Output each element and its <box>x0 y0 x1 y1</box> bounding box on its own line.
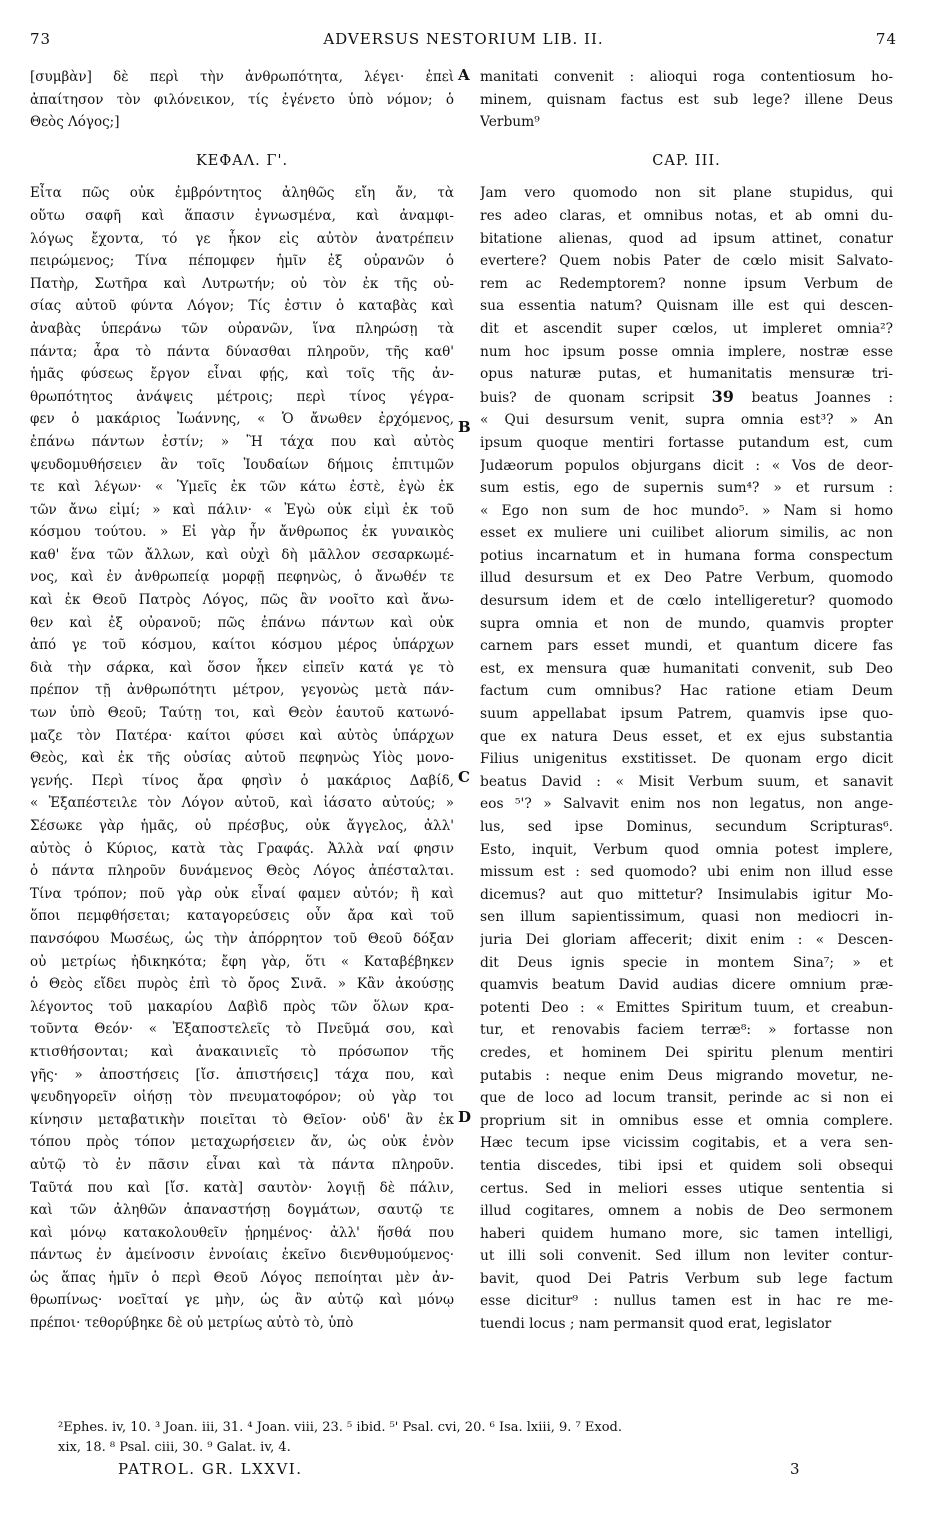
latin-text-line: credes, et hominem Dei spiritu plenum mentiri <box>480 1044 893 1061</box>
latin-text-line: supra omnia et non de mundo, quamvis propter <box>480 615 893 632</box>
greek-text-line: πρέποι· τεθορύβηκε δὲ οὐ μετρίως αὐτὸ τὸ, ὑπὸ <box>30 1315 354 1332</box>
greek-text-line: τε καὶ λέγων· « Ὑμεῖς ἐκ τῶν κάτω ἐστὲ, ἐγὼ ἐκ <box>30 479 454 496</box>
footer-series: PATROL. GR. LXXVI. <box>118 1460 303 1478</box>
greek-text-line: ψευδομυθήσειεν ἂν τοῖς Ἰουδαίων δήμοις ἐπιτιμῶν <box>30 456 454 473</box>
latin-text-line: missum est : sed quomodo? ubi enim non illud esse <box>480 864 893 881</box>
latin-chapter-heading: CAP. III. <box>652 152 721 169</box>
greek-text-line: πάντα; ἆρα τὸ πάντα δύνασθαι πληροῦν, τῆς καθ' <box>30 343 454 360</box>
latin-column <box>480 66 893 1336</box>
latin-text-line: rem ac Redemptorem? nonne ipsum Verbum de <box>480 275 893 292</box>
latin-text-line: sua essentia natum? Quisnam ille est qui descen- <box>480 298 893 315</box>
latin-text-line: Jam vero quomodo non sit plane stupidus, qui <box>480 185 893 202</box>
latin-text-line: quamvis beatum David audias dicere omnium præ- <box>480 977 893 994</box>
greek-text-line: γῆς· » ἀποστήσεις [ἴσ. ἀπιστήσεις] τάχα που, καὶ <box>30 1066 454 1083</box>
latin-text-line: desursum idem et de cœlo intelligeretur? quomodo <box>480 593 893 610</box>
latin-text-line: dit Deus ignis specie in montem Sina⁷; » et <box>480 954 893 971</box>
latin-intro-line: manitati convenit : alioqui roga contentiosum ho- <box>480 69 893 85</box>
latin-text-line: buis? de quonam scripsit 39 beatus Joannes : <box>480 386 893 406</box>
latin-text-line: sum estis, ego de supernis sum⁴? » et rursum : <box>480 480 893 497</box>
latin-text-line: proprium sit in omnibus esse et omnia complere. <box>480 1112 893 1129</box>
greek-text-line: θεν καὶ ἐξ οὐρανοῦ; πῶς ἐπάνω πάντων καὶ οὐκ <box>30 614 454 631</box>
footnote-line: xix, 18. ⁸ Psal. ciii, 30. ⁹ Galat. iv, 4. <box>58 1440 291 1455</box>
latin-body <box>480 182 893 1335</box>
greek-text-line: τῶν ἄνω εἰμί; » καὶ πάλιν· « Ἐγὼ οὐκ εἰμὶ ἐκ τοῦ <box>30 501 454 518</box>
greek-text-line: φεν ὁ μακάριος Ἰωάννης, « Ὁ ἄνωθεν ἐρχόμενος, <box>30 411 454 428</box>
latin-text-line: tentia discedes, tibi ipsi et quidem soli obsequi <box>480 1157 893 1174</box>
running-header <box>30 30 897 56</box>
greek-text-line: θρωπότητος ἀνάψεις μέτροις; περὶ τίνος γέγρα- <box>30 388 454 405</box>
greek-text-line: οὐ μετρίως ἠδικηκότα; ἔφη γὰρ, ὅτι « Καταβέβηκεν <box>30 953 454 970</box>
latin-text-line: Hæc tecum ipse vicissim cogitabis, et a vera sen- <box>480 1135 893 1152</box>
latin-text-line: potius incarnatum et in humana forma conspectum <box>480 547 893 564</box>
latin-text-line: beatus David : « Misit Verbum suum, et sanavit <box>480 773 893 790</box>
signature-mark: 3 <box>789 1460 801 1478</box>
greek-text-line: καὶ ἐκ Θεοῦ Πατρὸς Λόγος, πῶς ἂν νοοῖτο καὶ ἄνω- <box>30 592 454 609</box>
latin-text-line: dit et ascendit super cœlos, ut impleret omnia²? <box>480 320 893 337</box>
greek-text-line: αὐτὸς ὁ Κύριος, κατὰ τὰς Γραφάς. Ἀλλὰ ναί φησιν <box>30 840 454 857</box>
latin-text-line: que ex natura Deus esset, et ex ejus substantia <box>480 728 893 745</box>
latin-text-line: carnem pars esset mundi, et quantum dicere fas <box>480 638 893 655</box>
greek-text-line: λέγοντος τοῦ μακαρίου Δαβὶδ πρὸς τῶν ὅλων κρα- <box>30 998 454 1015</box>
greek-text-line: πειρώμενος; Τίνα πέπομφεν ἡμῖν ἐξ οὐρανῶν ὁ <box>30 253 454 270</box>
greek-text-line: Τίνα τρόπον; ποῦ γὰρ οὐκ εἶναί φαμεν αὐτόν; ἢ καὶ <box>30 885 454 902</box>
latin-text-line: ut illi soli convenit. Sed illum non leviter contur- <box>480 1248 893 1265</box>
greek-text-line: γενής. Περὶ τίνος ἄρα φησὶν ὁ μακάριος Δαβίδ, <box>30 772 454 789</box>
latin-text-line: putabis : neque enim Deus migrando movetur, ne- <box>480 1067 893 1084</box>
latin-text-line: Esto, inquit, Verbum quod omnia potest implere, <box>480 841 893 858</box>
greek-text-line: μαζε τὸν Πατέρα· καίτοι φύσει καὶ αὐτὸς ὑπάρχων <box>30 727 454 744</box>
greek-text-line: σίας αὐτοῦ φύντα Λόγον; Τίς ἐστιν ὁ καταβὰς καὶ <box>30 298 454 315</box>
greek-text-line: ψευδηγορεῖν οἰήσῃ τὸν πνευματοφόρον; οὐ γὰρ τοι <box>30 1089 454 1106</box>
latin-text-line: Filius unigenitus exstitisset. De quonam ergo dicit <box>480 751 893 768</box>
latin-text-line: Judæorum populos objurgans dicit : « Vos de deor- <box>480 457 893 474</box>
column-number-mark: 39 <box>711 386 734 406</box>
greek-text-line: καὶ μόνῳ κατακολουθεῖν ᾑρημένος· ἀλλ' ἥσθά που <box>30 1224 454 1241</box>
latin-intro-line: minem, quisnam factus est sub lege? illene Deus <box>480 91 893 108</box>
latin-text-line: « Qui desursum venit, supra omnia est³? » An <box>480 412 893 429</box>
greek-text-line: ἡμᾶς φύσεως ἔργον εἶναι φῄς, καὶ τοῖς τῆς ἀν- <box>30 366 454 383</box>
greek-text-line: Πατὴρ, Σωτῆρα καὶ Λυτρωτήν; οὐ τὸν ἐκ τῆς οὐ- <box>30 275 454 292</box>
greek-text-line: ὁ Θεὸς εἴδει πυρὸς ἐπὶ τὸ ὄρος Σινᾶ. » Κἂν ἀκούσῃς <box>30 976 454 993</box>
latin-text-line: illud desursum et ex Deo Patre Verbum, quomodo <box>480 570 893 587</box>
greek-text-line: των ὑπὸ Θεοῦ; Ταύτῃ τοι, καὶ Θεὸν ἑαυτοῦ κατωνό- <box>30 705 454 722</box>
greek-text-line: νος, καὶ ἐν ἀνθρωπείᾳ μορφῇ πεφηνὼς, ὁ ἄνωθέν τε <box>30 569 454 586</box>
margin-marker-a: A <box>458 66 470 84</box>
greek-text-line: πανσόφου Μωσέως, ὡς τὴν ἀπόρρητον τοῦ Θεοῦ δόξαν <box>30 930 454 947</box>
greek-text-line: Σέσωκε γὰρ ἡμᾶς, οὐ πρέσβυς, οὐκ ἄγγελος, ἀλλ' <box>30 818 454 834</box>
page-footer <box>118 1460 897 1478</box>
greek-text-line: Ταῦτά που καὶ [ἴσ. κατὰ] σαυτὸν· λογιῇ δὲ πάλιν, <box>30 1179 454 1196</box>
latin-text-line: ipsum quoque mentiri fortasse putandum est, cum <box>480 434 893 451</box>
latin-intro-line: Verbum⁹ <box>480 114 540 131</box>
footnotes <box>58 1418 897 1458</box>
greek-intro-line: Θεὸς Λόγος;] <box>30 114 120 131</box>
greek-text-line: Θεὸς, καὶ ἐκ τῆς οὐσίας αὐτοῦ πεφηνὼς Υἱὸς μονο- <box>30 750 454 767</box>
latin-text-line: opus naturæ putas, et humanitatis mensuræ tri- <box>480 366 893 383</box>
latin-text-line: tuendi locus ; nam permansit quod erat, legislator <box>480 1316 832 1333</box>
latin-text-line: tur, et renovabis faciem terræ⁸: » fortasse non <box>480 1022 893 1039</box>
greek-text-line: αὐτῷ τὸ ἐν πᾶσιν εἶναι καὶ τὰ πάντα πληροῦν. <box>30 1156 454 1173</box>
latin-text-line: suum appellabat ipsum Patrem, quamvis ipse quo- <box>480 706 893 723</box>
greek-text-line: ἀναβὰς ὑπεράνω τῶν οὐρανῶν, ἵνα πληρώσῃ τὰ <box>30 320 454 337</box>
latin-text-line: haberi quidem humano more, sic tamen intelligi, <box>480 1225 893 1242</box>
greek-text-line: κόσμου τούτου. » Εἰ γὰρ ἦν ἄνθρωπος ἐκ γυναικὸς <box>30 524 454 541</box>
latin-text-line: bitatione alienas, quod ad ipsum attinet, conatur <box>480 230 893 247</box>
latin-text-line: certus. Sed in meliori esses utique sententia si <box>480 1180 893 1197</box>
latin-text-line: dicemus? aut quo mittetur? Insimulabis igitur Mo- <box>480 886 893 903</box>
greek-text-line: τόπου πρὸς τόπον μεταχωρήσειεν ἄν, ὡς οὐκ ἐνὸν <box>30 1134 454 1151</box>
latin-text-line: esset ex muliere uni cuilibet aliorum similis, ac non <box>480 525 893 542</box>
latin-text-line: evertere? Quem nobis Pater de cœlo misit Salvato- <box>480 253 893 270</box>
greek-column <box>30 66 454 1335</box>
latin-text-line: esse dicitur⁹ : nullus tamen est in hac re me- <box>480 1293 893 1310</box>
latin-text-line: illud cogitares, omnem a nobis de Deo sermonem <box>480 1203 893 1220</box>
greek-text-line: ὡς ἅπας ἡμῖν ὁ περὶ Θεοῦ Λόγος πεποίηται μὲν ἀν- <box>30 1269 454 1286</box>
greek-text-line: ἀπό γε τοῦ κόσμου, καίτοι κόσμου μέρος ὑπάρχων <box>30 637 454 654</box>
greek-text-line: καὶ τῶν ἀληθῶν ἀπαναστήσῃ δογμάτων, σαυτῷ τε <box>30 1202 454 1219</box>
latin-text-line: potenti Deo : « Emittes Spiritum tuum, et creabun- <box>480 999 893 1016</box>
page-number-left: 73 <box>30 30 52 48</box>
latin-text-line: factum cum omnibus? Hac ratione etiam Deum <box>480 683 893 700</box>
greek-text-line: οὕτω σαφῆ καὶ ἅπασιν ἐγνωσμένα, καὶ ἀναμφι- <box>30 207 454 224</box>
latin-text-line: est, ex mensura quæ humanitati convenit, sub Deo <box>480 660 893 677</box>
latin-text-line: que de loco ad locum transit, perinde ac si non ei <box>480 1090 893 1107</box>
greek-text-line: κίνησιν μεταβατικὴν ποιεῖται τὸ Θεῖον· οὐδ' ἂν ἐκ <box>30 1111 454 1128</box>
footnote-line: ²Ephes. iv, 10. ³ Joan. iii, 31. ⁴ Joan. viii, 23. ⁵ ibid. ⁵' Psal. cvi, 20. ⁶ Isa. lxiii, 9. ⁷ Exod. <box>58 1420 622 1435</box>
latin-text-line: bavit, quod Dei Patris Verbum sub lege factum <box>480 1270 893 1287</box>
greek-intro-line: [συμβὰν] δὲ περὶ τὴν ἀνθρωπότητα, λέγει· ἐπεὶ <box>30 69 454 85</box>
running-title: ADVERSUS NESTORIUM LIB. II. <box>323 30 604 48</box>
latin-text-line: juria Dei gloriam affecerit; dixit enim : « Descen- <box>480 931 893 948</box>
greek-text-line: τοῦντα Θεόν· « Ἐξαποστελεῖς τὸ Πνεῦμά σου, καὶ <box>30 1021 454 1038</box>
greek-intro-line: ἀπαίτησον τὸν φιλόνεικον, τίς ἐγένετο ὑπὸ νόμον; ὁ <box>30 91 454 108</box>
margin-marker-c: C <box>458 768 470 786</box>
greek-text-line: πρέπον τῇ ἀνθρωπότητι μέτρον, γεγονὼς μετὰ πάν- <box>30 682 454 699</box>
greek-text-line: καθ' ἕνα τῶν ἄλλων, καὶ οὐχὶ δὴ μᾶλλον σεσαρκωμέ- <box>30 546 454 563</box>
greek-text-line: πάντως ἐν ἀμείνοσιν ἐννοίαις ἐκεῖνο διενθυμούμενος· <box>30 1247 454 1264</box>
greek-text-line: κτισθήσονται; καὶ ἀνακαινιεῖς τὸ πρόσωπον τῆς <box>30 1043 454 1060</box>
latin-text-line: num hoc ipsum posse omnia implere, nostræ esse <box>480 343 893 360</box>
greek-body <box>30 182 454 1334</box>
latin-text-line: res adeo claras, et omnibus notas, et ab omni du- <box>480 207 893 224</box>
greek-text-line: ἐπάνω πάντων ἐστίν; » Ἢ τάχα που καὶ αὐτὸς <box>30 433 454 450</box>
greek-text-line: ὅποι πεμφθήσεται; καταγορεύσεις οὖν ἄρα καὶ τοῦ <box>30 908 454 925</box>
greek-chapter-heading: ΚΕΦΑΛ. Γ'. <box>195 152 289 169</box>
page-number-right: 74 <box>875 30 897 48</box>
latin-text-line: sen illum sapientissimum, quasi non mediocri in- <box>480 909 893 926</box>
greek-text-line: « Ἐξαπέστειλε τὸν Λόγον αὐτοῦ, καὶ ἰάσατο αὐτούς; » <box>30 795 454 812</box>
latin-text-line: eos ⁵'? » Salvavit enim nos non legatus, non ange- <box>480 796 893 813</box>
margin-marker-b: B <box>458 418 471 436</box>
greek-text-line: Εἶτα πῶς οὐκ ἐμβρόντητος ἀληθῶς εἴη ἄν, τὰ <box>30 185 454 202</box>
latin-text-line: lus, sed ipse Dominus, secundum Scripturas⁶. <box>480 819 893 835</box>
margin-marker-d: D <box>458 1108 472 1126</box>
greek-text-line: διὰ τὴν σάρκα, καὶ ὅσον ἧκεν εἰπεῖν κατά γε τὸ <box>30 659 454 676</box>
latin-text-line: « Ego non sum de hoc mundo⁵. » Nam si homo <box>480 502 893 519</box>
greek-text-line: ὁ πάντα πληροῦν δυνάμενος Θεὸς Λόγος ἀπέσταλται. <box>30 863 454 880</box>
greek-text-line: λόγως ἔχοντα, τό γε ἧκον εἰς αὐτὸν ἀνατρέπειν <box>30 230 454 247</box>
greek-text-line: θρωπίνως· νοεῖταί γε μὴν, ὡς ἂν αὐτῷ καὶ μόνῳ <box>30 1292 454 1309</box>
